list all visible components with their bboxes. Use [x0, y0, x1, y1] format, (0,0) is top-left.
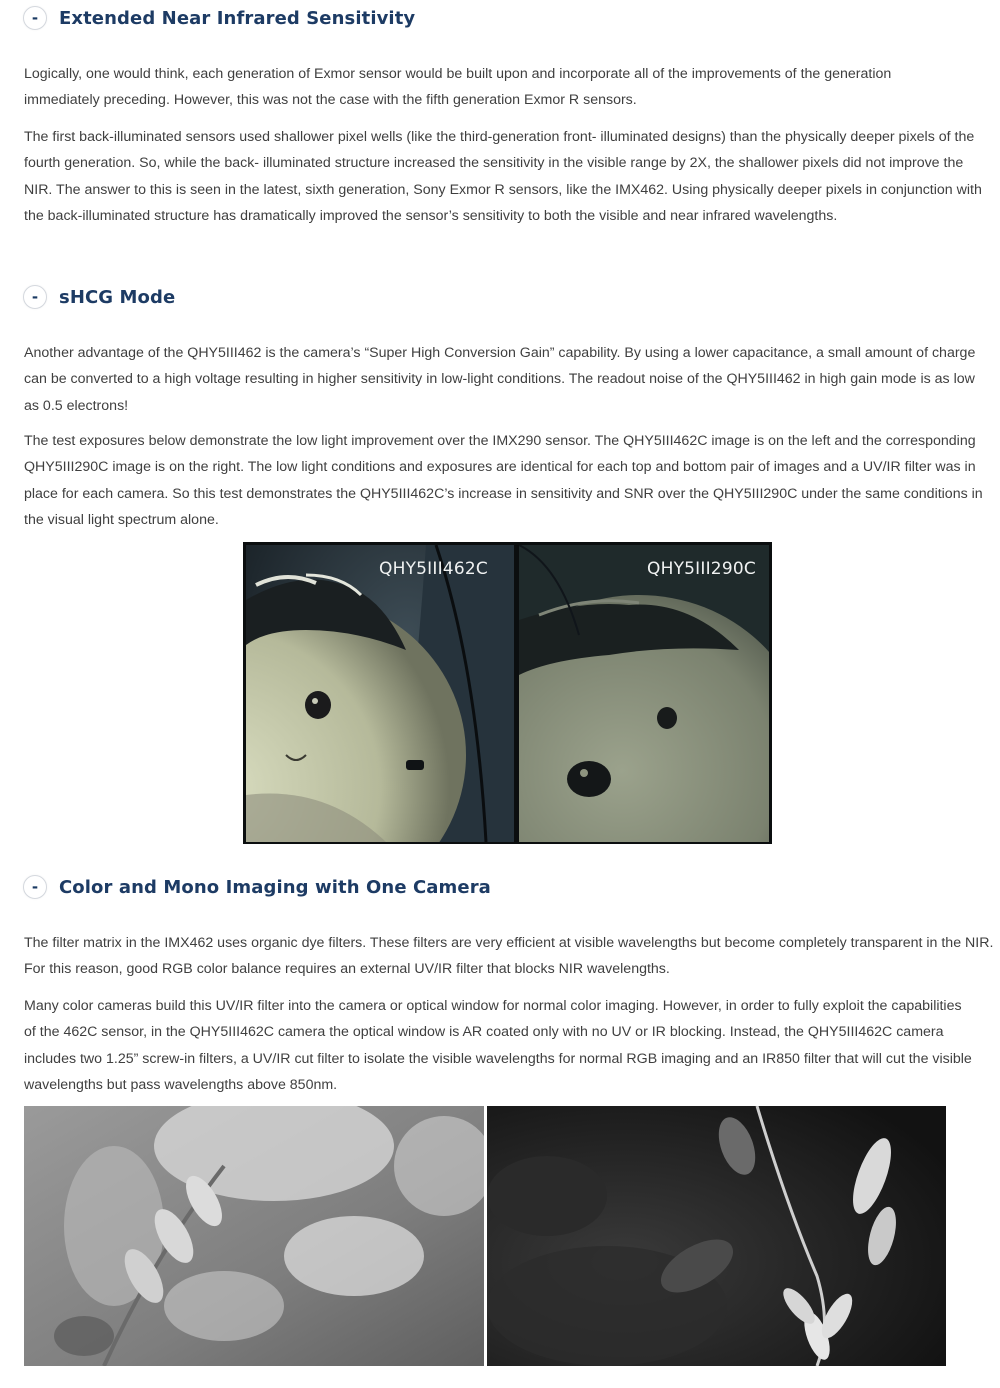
leaf-image-ir850 — [487, 1106, 946, 1366]
section-title: Color and Mono Imaging with One Camera — [59, 876, 491, 898]
leaf-image-visible — [24, 1106, 484, 1366]
figure-label-right: QHY5III290C — [647, 559, 756, 579]
section-title: sHCG Mode — [59, 286, 176, 308]
right-cat-photo — [519, 545, 769, 842]
comparison-image-cats — [243, 542, 772, 844]
section-header-nir[interactable] — [23, 6, 415, 30]
paragraph: Another advantage of the QHY5III462 is the camera’s “Super High Conversion Gain” capability. By using a lower capacitance, a small amount of charge can be converted to a high voltage resulting in higher sensitivity in low-light conditions. The readout noise of the QHY5III462 in high gain mode is as low as 0.5 electrons! — [24, 345, 976, 414]
left-cat-photo — [246, 545, 514, 842]
section-title: Extended Near Infrared Sensitivity — [59, 7, 416, 29]
paragraph: Logically, one would think, each generation of Exmor sensor would be built upon and incorporate all of the improvements of the generation immediately preceding. However, this was not the case with the fifth generation Exmor R sensors. — [24, 66, 892, 109]
cat-462c-image — [246, 545, 514, 842]
collapse-icon[interactable]: - — [23, 285, 47, 309]
cat-290c-image — [519, 545, 769, 842]
collapse-icon[interactable]: - — [23, 6, 47, 30]
paragraph: The test exposures below demonstrate the low light improvement over the IMX290 sensor. The QHY5III462C image is on the left and the corresponding QHY5III290C image is on the right. The low light conditions and exposures are identical for each top and bottom pair of images and a UV/IR filter was in place for each camera. So this test demonstrates the QHY5III462C’s increase in sensitivity and SNR over the QHY5III290C under the same conditions in the visual light spectrum alone. — [24, 433, 983, 528]
leaf-ir-photo — [487, 1106, 946, 1366]
section-header-shcg[interactable] — [23, 285, 175, 309]
section-header-color-mono[interactable] — [23, 875, 491, 899]
paragraph: Many color cameras build this UV/IR filter into the camera or optical window for normal color imaging. However, in order to fully exploit the capabilities of the 462C sensor, in the QHY5III462C camera the optical window is AR coated only with no UV or IR blocking. Instead, the QHY5III462C camera includes two 1.25” screw-in filters, a UV/IR cut filter to isolate the visible wavelengths for normal RGB imaging and an IR850 filter that will cut the visible wavelengths but pass wavelengths above 850nm. — [24, 998, 972, 1093]
collapse-icon[interactable]: - — [23, 875, 47, 899]
leaf-visible-photo — [24, 1106, 484, 1366]
paragraph: The filter matrix in the IMX462 uses organic dye filters. These filters are very efficient at visible wavelengths but become completely transparent in the NIR. For this reason, good RGB color balance requires an external UV/IR filter that blocks NIR wavelengths. — [24, 935, 994, 978]
figure-label-left: QHY5III462C — [379, 559, 488, 579]
paragraph: The first back-illuminated sensors used shallower pixel wells (like the third-generation front- illuminated designs) than the physically deeper pixels of the fourth generation. So, while the back- illuminated structure increased the sensitivity in the visible range by 2X, the shallower pixels did not improve the NIR. The answer to this is seen in the latest, sixth generation, Sony Exmor R sensors, like the IMX462. Using physically deeper pixels in conjunction with the back-illuminated structure has dramatically improved the sensor’s sensitivity to both the visible and near infrared wavelengths. — [24, 129, 982, 224]
